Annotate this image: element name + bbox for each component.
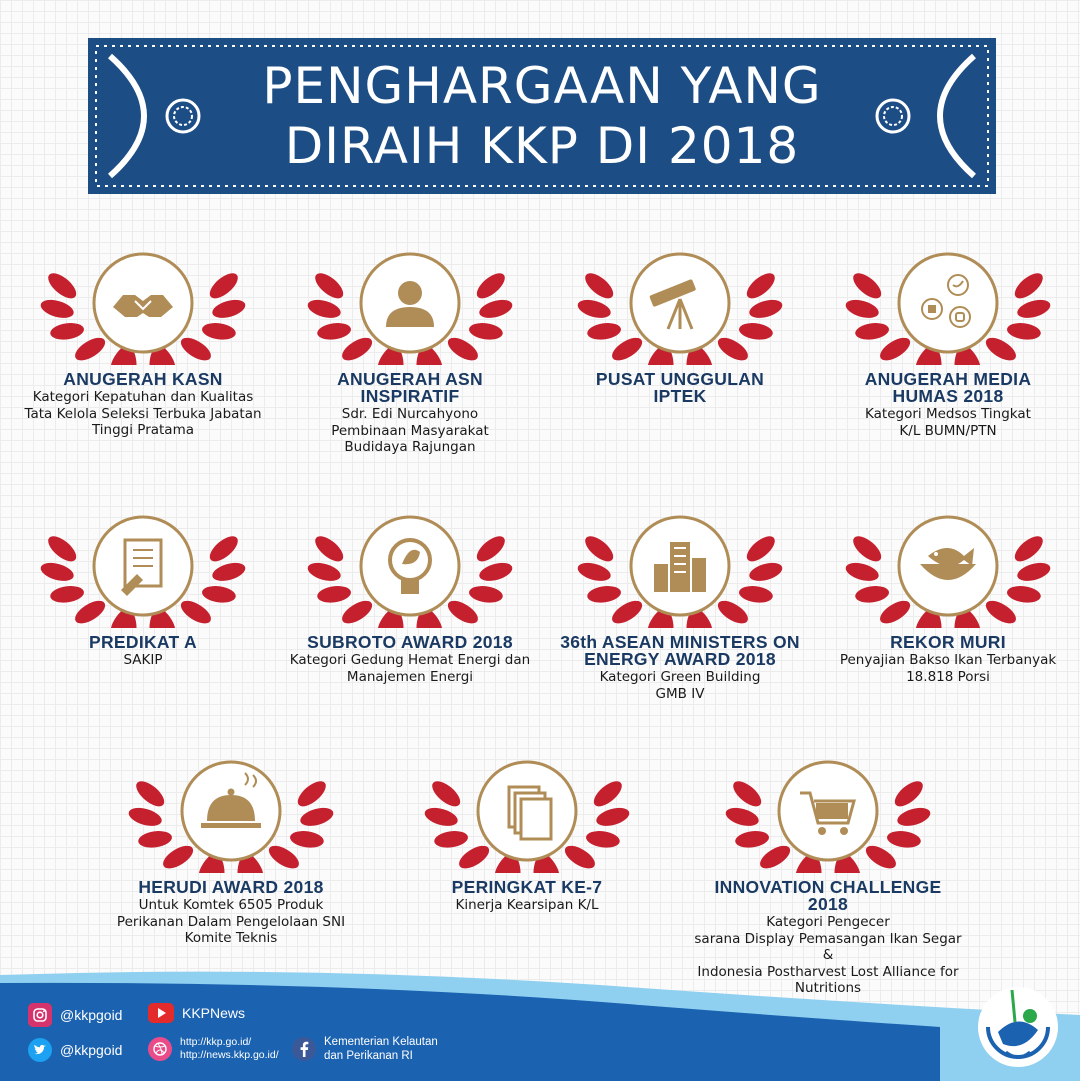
award-title-line: 36th ASEAN MINISTERS ON bbox=[560, 632, 800, 652]
twitter-handle: @kkpgoid bbox=[60, 1042, 123, 1058]
instagram-icon bbox=[28, 1003, 52, 1027]
award-title-line: HUMAS 2018 bbox=[892, 386, 1004, 406]
award-card bbox=[8, 498, 278, 669]
laurel-wreath bbox=[838, 235, 1058, 365]
award-card bbox=[8, 235, 278, 439]
award-description bbox=[275, 652, 545, 685]
award-description-line: Pembinaan Masyarakat bbox=[331, 422, 489, 439]
twitter-icon bbox=[28, 1038, 52, 1062]
laurel-wreath bbox=[300, 498, 520, 628]
laurel-wreath bbox=[121, 743, 341, 873]
award-description bbox=[813, 652, 1080, 685]
award-title bbox=[813, 634, 1080, 651]
award-title bbox=[8, 634, 278, 651]
award-description-line: Untuk Komtek 6505 Produk bbox=[138, 897, 324, 913]
award-description bbox=[8, 389, 278, 439]
award-description-line: SAKIP bbox=[123, 652, 163, 668]
award-description bbox=[275, 406, 545, 456]
award-description bbox=[813, 406, 1080, 439]
award-title bbox=[693, 879, 963, 913]
award-description-line: Nutritions bbox=[794, 980, 862, 996]
award-description bbox=[392, 897, 662, 914]
award-description-line: Komite Teknis bbox=[184, 930, 278, 946]
youtube-icon bbox=[148, 1003, 174, 1023]
award-title-line: REKOR MURI bbox=[890, 632, 1006, 652]
award-description-line: sarana Display Pemasangan Ikan Segar & bbox=[694, 930, 962, 963]
award-description-line: 18.818 Porsi bbox=[906, 668, 990, 685]
facebook-page-line-2: dan Perikanan RI bbox=[324, 1050, 413, 1062]
award-card bbox=[813, 498, 1080, 685]
award-title-line: ANUGERAH ASN bbox=[337, 369, 483, 389]
award-title bbox=[275, 371, 545, 405]
award-description-line: Indonesia Postharvest Lost Alliance for bbox=[697, 963, 959, 980]
award-description bbox=[8, 652, 278, 669]
award-title-line: ENERGY AWARD 2018 bbox=[584, 649, 776, 669]
award-description-line: Kinerja Kearsipan K/L bbox=[455, 897, 599, 913]
laurel-wreath bbox=[570, 498, 790, 628]
award-description bbox=[96, 897, 366, 947]
website-links[interactable] bbox=[148, 1036, 279, 1062]
award-title-line: ANUGERAH MEDIA bbox=[864, 369, 1032, 389]
award-card bbox=[275, 235, 545, 456]
award-title-line: HERUDI AWARD 2018 bbox=[138, 877, 324, 897]
award-card bbox=[96, 743, 366, 947]
award-title bbox=[96, 879, 366, 896]
award-description bbox=[545, 669, 815, 702]
award-title bbox=[545, 634, 815, 668]
kkp-logo bbox=[968, 982, 1068, 1072]
twitter-link[interactable] bbox=[28, 1038, 122, 1062]
instagram-link[interactable] bbox=[28, 1003, 122, 1027]
award-title-line: SUBROTO AWARD 2018 bbox=[307, 632, 513, 652]
laurel-wreath bbox=[300, 235, 520, 365]
award-title-line: 2018 bbox=[807, 894, 849, 914]
award-description-line: Kategori Kepatuhan dan Kualitas bbox=[32, 389, 254, 405]
website-url-2[interactable]: http://news.kkp.go.id/ bbox=[180, 1049, 279, 1061]
award-description-line: Tinggi Pratama bbox=[91, 422, 195, 438]
award-card bbox=[275, 498, 545, 685]
award-title-line: INSPIRATIF bbox=[360, 386, 460, 406]
award-description-line: Perikanan Dalam Pengelolaan SNI bbox=[116, 913, 346, 930]
award-description-line: Kategori Gedung Hemat Energi dan bbox=[289, 652, 531, 668]
award-card bbox=[545, 498, 815, 702]
award-card bbox=[392, 743, 662, 914]
award-title bbox=[392, 879, 662, 896]
facebook-link[interactable] bbox=[292, 1035, 438, 1063]
title-banner bbox=[88, 38, 996, 194]
award-description-line: Manajemen Energi bbox=[346, 668, 474, 685]
award-card bbox=[813, 235, 1080, 439]
award-title-line: PREDIKAT A bbox=[89, 632, 197, 652]
award-title bbox=[275, 634, 545, 651]
award-title-line: PERINGKAT KE-7 bbox=[451, 877, 603, 897]
page-title bbox=[88, 56, 996, 176]
laurel-wreath bbox=[33, 498, 253, 628]
award-title-line: IPTEK bbox=[653, 386, 707, 406]
laurel-wreath bbox=[417, 743, 637, 873]
laurel-wreath bbox=[718, 743, 938, 873]
website-url-1[interactable]: http://kkp.go.id/ bbox=[180, 1036, 252, 1048]
youtube-link[interactable] bbox=[148, 1003, 245, 1023]
award-title-line: PUSAT UNGGULAN bbox=[595, 369, 765, 389]
award-title bbox=[545, 371, 815, 405]
award-description-line: Budidaya Rajungan bbox=[344, 439, 476, 455]
laurel-wreath bbox=[570, 235, 790, 365]
award-description-line: Kategori Green Building bbox=[599, 669, 761, 685]
award-title-line: ANUGERAH KASN bbox=[63, 369, 223, 389]
award-description-line: GMB IV bbox=[655, 685, 705, 702]
award-description-line: Kategori Medsos Tingkat bbox=[865, 406, 1031, 422]
page-title-line-2: DIRAIH KKP DI 2018 bbox=[284, 117, 800, 175]
instagram-handle: @kkpgoid bbox=[60, 1007, 123, 1023]
award-title bbox=[813, 371, 1080, 405]
laurel-wreath bbox=[838, 498, 1058, 628]
award-title-line: INNOVATION CHALLENGE bbox=[714, 877, 942, 897]
dribbble-globe-icon bbox=[148, 1037, 172, 1061]
files-icon bbox=[509, 787, 551, 839]
youtube-channel: KKPNews bbox=[182, 1005, 246, 1021]
facebook-icon bbox=[292, 1037, 316, 1061]
laurel-wreath bbox=[33, 235, 253, 365]
award-description-line: Sdr. Edi Nurcahyono bbox=[341, 406, 479, 422]
award-description-line: Tata Kelola Seleksi Terbuka Jabatan bbox=[24, 405, 262, 422]
award-description-line: Kategori Pengecer bbox=[766, 914, 890, 930]
award-title bbox=[8, 371, 278, 388]
award-description-line: K/L BUMN/PTN bbox=[899, 422, 997, 439]
page-title-line-1: PENGHARGAAN YANG bbox=[262, 57, 822, 115]
award-card bbox=[545, 235, 815, 406]
award-description-line: Penyajian Bakso Ikan Terbanyak bbox=[839, 652, 1057, 668]
facebook-page-line-1: Kementerian Kelautan bbox=[324, 1036, 438, 1048]
